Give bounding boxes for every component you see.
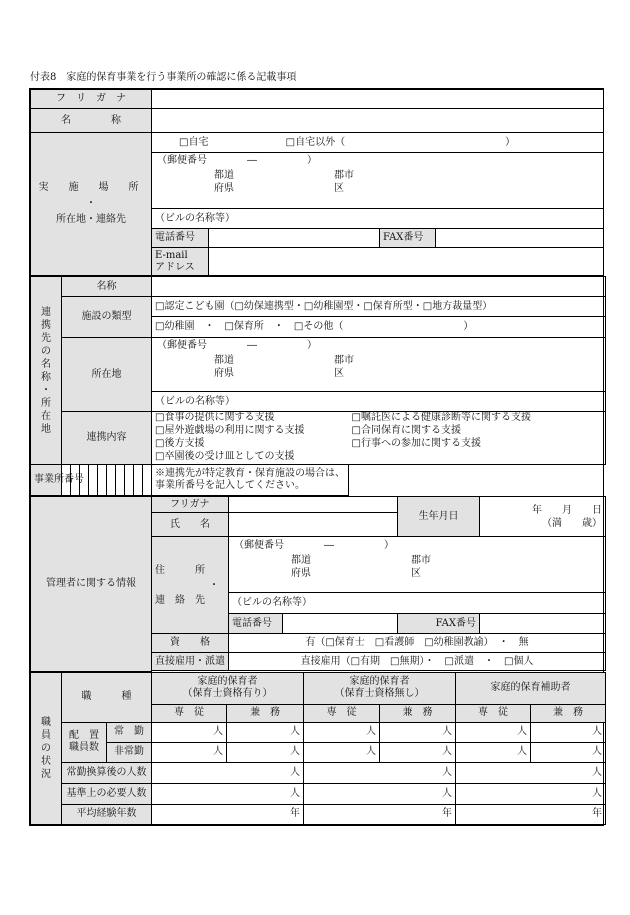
home-checkbox[interactable]: □自宅 (179, 136, 209, 148)
section-staff (30, 672, 606, 825)
parttime-3: 兼 務 (531, 704, 606, 722)
col-qualified-2: （保育士資格有り） (182, 688, 273, 699)
birth-label: 生年月日 (398, 497, 480, 537)
manager-name-label: 氏 名 (152, 513, 229, 537)
experience-cell[interactable]: 年 (456, 804, 606, 824)
cooperation-label: 連携内容 (62, 412, 152, 465)
nonregular-cell[interactable]: 人 (304, 742, 380, 762)
regular-cell[interactable]: 人 (531, 722, 606, 742)
converted-cell[interactable]: 人 (456, 762, 606, 783)
facility-type-label: 施設の類型 (62, 297, 152, 338)
city-2: 区 (334, 183, 344, 194)
phone-label: 電話番号 (152, 229, 209, 248)
birth-ymd: 年 月 日 (532, 504, 603, 516)
location-label-1: 実 施 場 所 (38, 182, 144, 193)
manager-address-label-2: 連 絡 先 (155, 594, 205, 606)
manager-postal: （郵便番号 ― ） (234, 540, 394, 551)
phone-input[interactable] (209, 229, 380, 248)
coop-item-4[interactable]: □後方支援 (152, 438, 349, 451)
nonregular-cell[interactable]: 人 (152, 742, 227, 762)
col-assistant: 家庭的保育補助者 (456, 672, 606, 704)
coop-item-6[interactable]: □卒園後の受け皿としての支援 (152, 451, 606, 465)
location-label-dot: ・ (86, 198, 96, 209)
coop-item-0[interactable]: □食事の提供に関する支援 (152, 412, 349, 425)
digit-box-5[interactable] (98, 465, 107, 495)
manager-phone-input[interactable] (283, 614, 398, 634)
other-checkbox[interactable]: □自宅以外（ ） (285, 136, 516, 148)
office-number-label: 事業所番号 (31, 465, 62, 496)
email-label-1: E-mail (155, 249, 188, 261)
partner-address-label: 所在地 (62, 338, 152, 412)
partner-pref-1: 都道 (214, 355, 234, 366)
experience-label: 平均経験年数 (62, 804, 152, 824)
fax-input[interactable] (436, 229, 604, 248)
coop-item-2[interactable]: □屋外遊戯場の利用に関する支援 (152, 425, 349, 438)
partner-side-text: 連 携 先 の 名 称 ・ 所 在 地 (41, 306, 51, 435)
partner-name-input[interactable] (152, 277, 606, 297)
furigana-label: フ リ ガ ナ (31, 90, 152, 109)
manager-furigana-label: フリガナ (152, 497, 229, 513)
manager-address-label-dot: ・ (209, 579, 219, 591)
manager-furigana-input[interactable] (229, 497, 398, 513)
email-input[interactable] (209, 248, 604, 276)
name-label: 名 称 (31, 109, 152, 133)
employment-label: 直接雇用・派遣 (152, 653, 229, 671)
facility-type-line-1[interactable]: □認定こども園（□幼保連携型・□幼稚園型・□保育所型・□地方裁量型） (152, 297, 606, 317)
section-facility (30, 89, 604, 276)
regular-cell[interactable]: 人 (456, 722, 531, 742)
partner-postal: （郵便番号 ― ） (157, 340, 317, 351)
manager-fax-label: FAX番号 (398, 614, 480, 634)
digit-box-9[interactable] (133, 465, 142, 495)
parttime-2: 兼 務 (380, 704, 456, 722)
allot-label (62, 722, 107, 762)
partner-name-label: 名称 (62, 277, 152, 297)
email-label (152, 248, 209, 276)
name-input[interactable] (152, 109, 604, 133)
parttime-1: 兼 務 (227, 704, 304, 722)
digit-box-7[interactable] (115, 465, 124, 495)
manager-address-label (152, 537, 229, 634)
converted-label: 常勤換算後の人数 (62, 762, 152, 783)
manager-fax-input[interactable] (480, 614, 606, 634)
fulltime-1: 専 従 (152, 704, 227, 722)
required-cell[interactable]: 人 (304, 783, 456, 804)
col-unqualified (304, 672, 456, 704)
staff-side-text: 職 員 の 状 況 (41, 716, 51, 780)
digit-box-6[interactable] (106, 465, 115, 495)
fax-label: FAX番号 (380, 229, 436, 248)
partner-city-2: 区 (334, 368, 344, 379)
manager-name-input[interactable] (229, 513, 398, 537)
form-table (29, 88, 604, 826)
regular-label: 常 勤 (107, 722, 152, 742)
nonregular-label: 非常勤 (107, 742, 152, 762)
pref-2: 府県 (214, 183, 234, 194)
fulltime-2: 専 従 (304, 704, 380, 722)
nonregular-cell[interactable]: 人 (456, 742, 531, 762)
location-label (31, 133, 152, 276)
city-1: 郡市 (334, 170, 354, 181)
coop-item-5[interactable]: □行事への参加に関する支援 (349, 438, 606, 451)
regular-cell[interactable]: 人 (380, 722, 456, 742)
col-unqualified-1: 家庭的保育者 (349, 676, 410, 687)
partner-pref-2: 府県 (214, 368, 234, 379)
col-unqualified-2: （保育士資格無し） (334, 688, 425, 699)
postal-code: （郵便番号 ― ） (157, 155, 317, 166)
birth-input[interactable] (480, 497, 606, 537)
section-partner (30, 276, 606, 496)
col-qualified-1: 家庭的保育者 (197, 676, 258, 687)
qualification-value[interactable]: 有（□保育士 □看護師 □幼稚園教諭） ・ 無 (229, 634, 606, 653)
col-qualified (152, 672, 304, 704)
partner-building[interactable]: （ビルの名称等） (152, 392, 606, 412)
nonregular-cell[interactable]: 人 (227, 742, 304, 762)
manager-address-label-1: 住 所 (155, 564, 205, 576)
regular-cell[interactable]: 人 (227, 722, 304, 742)
furigana-input[interactable] (152, 90, 604, 109)
regular-cell[interactable]: 人 (152, 722, 227, 742)
partner-side-label (31, 277, 62, 465)
allot-label-2: 職員数 (69, 742, 99, 753)
required-cell[interactable]: 人 (456, 783, 606, 804)
facility-address[interactable] (152, 153, 604, 209)
allot-label-1: 配 置 (69, 730, 99, 741)
manager-pref-1: 都道 (291, 555, 311, 566)
coop-item-1[interactable]: □嘱託医による健康診断等に関する支援 (349, 412, 606, 425)
office-number-note: ※連携先が特定教育・保育施設の場合は、事業所番号を記入してください。 (152, 465, 349, 496)
facility-type-line-2[interactable]: □幼稚園 ・ □保育所 ・ □その他（ ） (152, 317, 606, 338)
experience-cell[interactable]: 年 (304, 804, 456, 824)
partner-city-1: 郡市 (334, 355, 354, 366)
nonregular-cell[interactable]: 人 (531, 742, 606, 762)
building-name[interactable]: （ビルの名称等） (152, 209, 604, 229)
required-label: 基準上の必要人数 (62, 783, 152, 804)
fulltime-3: 専 従 (456, 704, 531, 722)
nonregular-cell[interactable]: 人 (380, 742, 456, 762)
location-label-2: 所在地・連絡先 (56, 214, 126, 225)
form-title: 付表8 家庭的保育事業を行う事業所の確認に係る記載事項 (30, 72, 297, 83)
staff-side-label (31, 672, 62, 824)
manager-building[interactable]: （ビルの名称等） (229, 593, 606, 614)
job-type-label: 職 種 (62, 672, 152, 722)
section-manager (30, 496, 606, 672)
email-label-2: アドレス (155, 261, 195, 273)
manager-city-1: 郡市 (411, 555, 431, 566)
pref-1: 都道 (214, 170, 234, 181)
manager-phone-label: 電話番号 (229, 614, 283, 634)
regular-cell[interactable]: 人 (304, 722, 380, 742)
converted-cell[interactable]: 人 (152, 762, 304, 783)
digit-box-4[interactable] (89, 465, 98, 495)
birth-age: （満 歳） (542, 517, 603, 529)
qualification-label: 資 格 (152, 634, 229, 653)
digit-box-8[interactable] (124, 465, 133, 495)
digit-box-10[interactable] (142, 465, 151, 495)
manager-side-label: 管理者に関する情報 (31, 497, 152, 672)
coop-item-3[interactable]: □合同保育に関する支援 (349, 425, 606, 438)
converted-cell[interactable]: 人 (304, 762, 456, 783)
manager-city-2: 区 (411, 568, 421, 579)
partner-address[interactable] (152, 338, 606, 392)
experience-cell[interactable]: 年 (152, 804, 304, 824)
manager-address[interactable] (229, 537, 606, 593)
required-cell[interactable]: 人 (152, 783, 304, 804)
manager-pref-2: 府県 (291, 568, 311, 579)
employment-value[interactable]: 直接雇用（□有期 □無期）・ □派遣 ・ □個人 (229, 653, 606, 671)
home-type-row (152, 133, 604, 153)
